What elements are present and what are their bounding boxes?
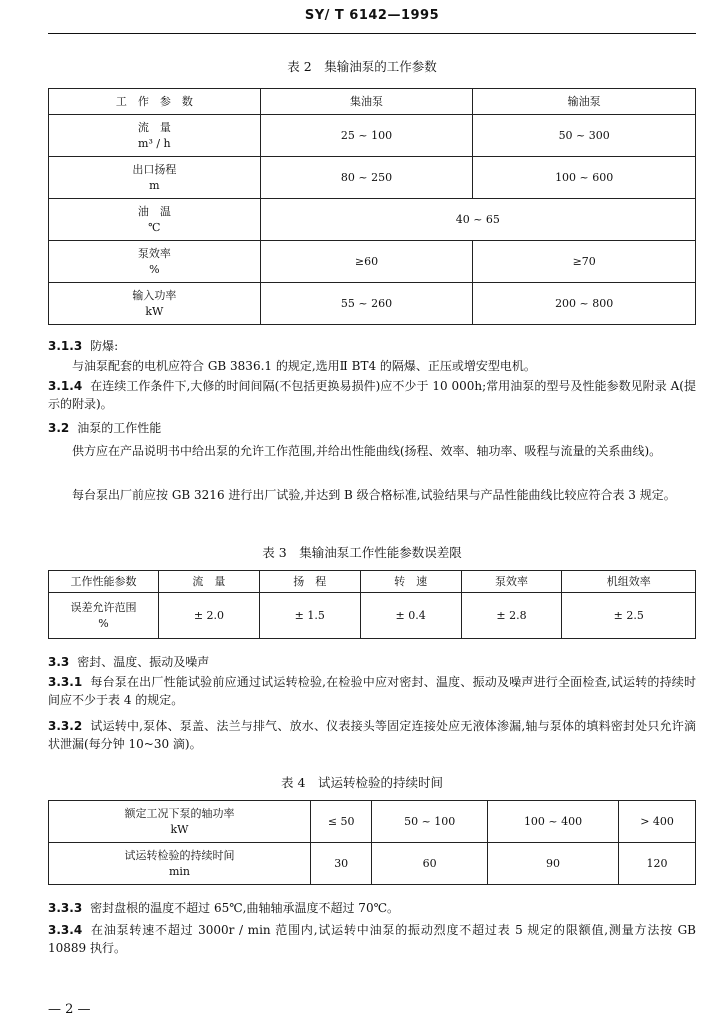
table4-caption: 表 4 试运转检验的持续时间 (281, 775, 443, 790)
table4-cell: 100 ~ 400 (487, 801, 618, 843)
table3-caption: 表 3 集输油泵工作性能参数误差限 (262, 545, 462, 560)
table2-cell: 55 ~ 260 (260, 283, 473, 325)
table2-row-efficiency (49, 241, 696, 283)
section-number: 3.3.3 (48, 901, 83, 915)
section-number: 3.3.4 (48, 923, 83, 937)
section-number: 3.3 (48, 655, 70, 669)
table2-param: 油 温 (137, 204, 171, 218)
table2-param: 出口扬程 (132, 162, 177, 176)
section-number: 3.2 (48, 421, 70, 435)
table3-header: 扬 程 (259, 571, 360, 593)
section-3-2-paragraph-1: 供方应在产品说明书中给出泵的允许工作范围,并给出性能曲线(扬程、效率、轴功率、吸程与流量的关系曲线)。 (72, 444, 662, 458)
table3 (48, 570, 696, 639)
table4-row-power (49, 801, 696, 843)
table2-cell: 50 ~ 300 (473, 115, 696, 157)
section-3-1-4 (48, 377, 696, 413)
table2-unit: m (149, 178, 160, 192)
table3-header-row (49, 571, 696, 593)
section-text: 在油泵转速不超过 3000r / min 范围内,试运转中油泵的振动烈度不超过表 5 规定的限额值,测量方法按 GB 10889 执行。 (48, 923, 696, 955)
section-3-3 (48, 653, 696, 671)
table4-cell: 120 (619, 843, 696, 885)
table2-row-flow (49, 115, 696, 157)
table4-cell: 90 (487, 843, 618, 885)
section-3-1-3-text: 与油泵配套的电机应符合 GB 3836.1 的规定,选用Ⅱ BT4 的隔爆、正压或增安型电机。 (72, 359, 536, 373)
table4 (48, 800, 696, 885)
table2-param: 泵效率 (137, 246, 171, 260)
standard-code-header: SY/ T 6142—1995 (304, 8, 440, 23)
table3-row-label: 误差允许范围 (70, 600, 137, 614)
section-number: 3.1.3 (48, 339, 83, 353)
table3-row-unit: % (98, 616, 109, 630)
section-3-3-2 (48, 717, 696, 753)
table2-row-head (49, 157, 696, 199)
section-text: 密封盘根的温度不超过 65℃,曲轴轴承温度不超过 70℃。 (90, 901, 400, 915)
table4-cell: > 400 (619, 801, 696, 843)
section-title: 防爆: (90, 339, 119, 353)
section-3-3-3 (48, 899, 696, 917)
section-title: 密封、温度、振动及噪声 (77, 655, 210, 669)
section-3-2-paragraph-2: 每台泵出厂前应按 GB 3216 进行出厂试验,并达到 B 级合格标准,试验结果与产品性能曲线比较应符合表 3 规定。 (72, 488, 676, 502)
section-title: 油泵的工作性能 (77, 421, 162, 435)
table2-cell: 25 ~ 100 (260, 115, 473, 157)
section-3-3-4 (48, 921, 696, 957)
table3-cell: ± 2.0 (159, 593, 260, 639)
table2-unit: % (149, 262, 160, 276)
table3-header: 工作性能参数 (49, 571, 159, 593)
section-number: 3.3.1 (48, 675, 83, 689)
table4-row-label: 额定工况下泵的轴功率 (124, 806, 235, 820)
table3-cell: ± 1.5 (259, 593, 360, 639)
table2-row-power (49, 283, 696, 325)
section-text: 试运转中,泵体、泵盖、法兰与排气、放水、仪表接头等固定连接处应无液体渗漏,轴与泵体的填料密封处只允许滴状泄漏(每分钟 10~30 滴)。 (48, 719, 696, 751)
table4-cell: 30 (311, 843, 372, 885)
table2-unit: kW (145, 304, 164, 318)
table4-row-duration (49, 843, 696, 885)
table2-header-param: 工 作 参 数 (49, 89, 261, 115)
table2 (48, 88, 696, 325)
section-number: 3.1.4 (48, 379, 83, 393)
table2-caption: 表 2 集输油泵的工作参数 (287, 59, 437, 74)
section-3-2 (48, 419, 696, 437)
section-3-1-3 (48, 337, 696, 355)
table2-cell: 200 ~ 800 (473, 283, 696, 325)
table2-unit: m³ / h (138, 136, 171, 150)
table2-cell: 80 ~ 250 (260, 157, 473, 199)
table3-cell: ± 0.4 (360, 593, 461, 639)
section-text: 每台泵在出厂性能试验前应通过试运转检验,在检验中应对密封、温度、振动及噪声进行全面检查,试运转的持续时间应不少于表 4 的规定。 (48, 675, 696, 707)
table2-param: 输入功率 (132, 288, 177, 302)
section-text: 在连续工作条件下,大修的时间间隔(不包括更换易损件)应不少于 10 000h;常用油泵的型号及性能参数见附录 A(提示的附录)。 (48, 379, 696, 411)
table4-cell: ≤ 50 (311, 801, 372, 843)
table3-header: 泵效率 (461, 571, 562, 593)
table2-header-transfer: 输油泵 (473, 89, 696, 115)
table2-cell: ≥60 (260, 241, 473, 283)
table2-param: 流 量 (137, 120, 171, 134)
table2-header-gathering: 集油泵 (260, 89, 473, 115)
table2-header-row (49, 89, 696, 115)
table4-cell: 50 ~ 100 (372, 801, 488, 843)
table4-cell: 60 (372, 843, 488, 885)
header-rule (48, 33, 696, 34)
table4-row-unit: kW (170, 822, 189, 836)
section-number: 3.3.2 (48, 719, 83, 733)
table2-cell: 100 ~ 600 (473, 157, 696, 199)
section-3-3-1 (48, 673, 696, 709)
page-number: — 2 — (48, 1002, 91, 1017)
table2-merged-cell: 40 ~ 65 (260, 199, 695, 241)
table4-row-label: 试运转检验的持续时间 (124, 848, 235, 862)
table3-header: 转 速 (360, 571, 461, 593)
table2-cell: ≥70 (473, 241, 696, 283)
table3-header: 机组效率 (562, 571, 696, 593)
table3-value-row (49, 593, 696, 639)
table3-header: 流 量 (159, 571, 260, 593)
table2-row-oil-temp (49, 199, 696, 241)
table3-cell: ± 2.8 (461, 593, 562, 639)
table4-row-unit: min (168, 864, 191, 878)
table2-unit: ℃ (148, 220, 161, 234)
table3-cell: ± 2.5 (562, 593, 696, 639)
